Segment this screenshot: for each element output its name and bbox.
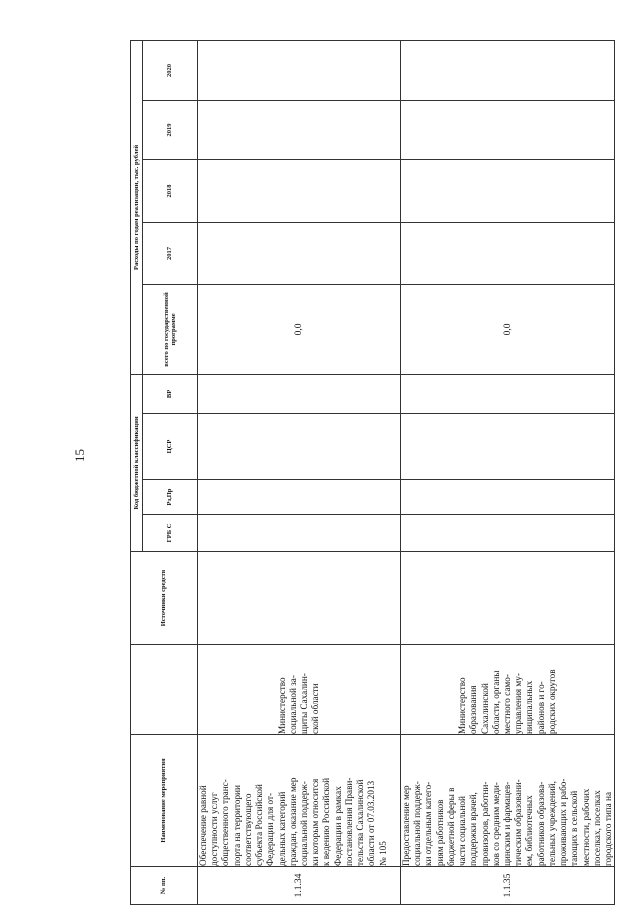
- budget-table: [130, 40, 615, 905]
- executor-line: местного само-: [501, 674, 512, 734]
- name-line: граждан, оказание мер: [287, 777, 298, 866]
- name-line: социальной поддерж-: [298, 781, 309, 866]
- name-line: общественного транс-: [220, 779, 231, 866]
- executor-line: ской области: [310, 683, 321, 734]
- row-2017: [198, 222, 401, 284]
- header-rzpr: Рз,Пр: [143, 480, 198, 515]
- row-2020: [401, 40, 615, 100]
- row-csr: [198, 414, 401, 480]
- name-line: области от 07.03.2013: [366, 780, 377, 866]
- row-executor: [198, 645, 401, 735]
- table-row: [198, 40, 401, 904]
- header-budget-code: Код бюджетной классификации: [131, 374, 143, 551]
- name-line: проживающих и рабо-: [558, 778, 569, 866]
- executor-line: щиты Сахалин-: [299, 673, 309, 734]
- row-vr: [401, 374, 615, 413]
- executor-line: родских округов: [546, 669, 557, 734]
- name-line: Федерации для от-: [265, 792, 276, 866]
- table-row: [401, 40, 615, 904]
- row-num: 1.1.35: [401, 867, 615, 905]
- name-line: тельства Сахалинской: [355, 779, 366, 866]
- name-line: бюджетной сферы в: [445, 787, 456, 866]
- name-line: к ведению Российской: [321, 777, 332, 866]
- executor-line: социальной за-: [287, 675, 298, 734]
- row-num: 1.1.34: [198, 867, 401, 905]
- name-line: тающих в сельской: [569, 790, 580, 866]
- name-line: риям работников: [434, 799, 445, 866]
- row-2018: [198, 159, 401, 222]
- name-line: тическим образовани-: [513, 779, 524, 866]
- header-grbs: ГРБ С: [143, 515, 198, 552]
- page-number: 15: [72, 449, 87, 462]
- name-line: соответствующего: [242, 793, 253, 866]
- rotated-table-sheet: [90, 41, 613, 907]
- name-line: порта на территории: [231, 785, 242, 866]
- name-line: Федерации в рамках: [332, 786, 343, 866]
- executor-line: ниципальных: [524, 680, 535, 734]
- executor-line: районов и го-: [535, 681, 546, 734]
- executor-line: образования: [468, 685, 479, 734]
- name-line: социальной поддерж-: [412, 781, 423, 866]
- row-rzpr: [198, 480, 401, 515]
- header-executor: [131, 645, 198, 735]
- name-line: ки отдельным катего-: [423, 781, 434, 866]
- executor-line: Министерство: [276, 677, 287, 734]
- name-line: дельных категорий: [276, 791, 287, 866]
- row-executor: [401, 645, 615, 735]
- row-2019: [401, 100, 615, 159]
- name-line: ки которым относится: [310, 778, 321, 866]
- row-2020: [198, 40, 401, 100]
- header-source: Источники средств: [131, 552, 198, 645]
- header-2020: 2020: [143, 40, 198, 100]
- name-line: ков со средним меди-: [490, 782, 501, 866]
- row-2017: [401, 222, 615, 284]
- header-csr: ЦСР: [143, 414, 198, 480]
- header-name: Наименование мероприятия: [131, 735, 198, 867]
- row-csr: [401, 414, 615, 480]
- row-name: [401, 735, 615, 867]
- header-num: № пп.: [131, 867, 198, 905]
- name-line: тельных учреждений,: [546, 781, 557, 866]
- header-2019: 2019: [143, 100, 198, 159]
- row-grbs: [401, 515, 615, 552]
- header-2017: 2017: [143, 222, 198, 284]
- name-line: работников образова-: [535, 781, 546, 866]
- name-line: постановления Прави-: [343, 777, 354, 866]
- name-line: субъекта Российской: [254, 784, 265, 866]
- executor-line: Министерство: [457, 677, 468, 734]
- name-line: части социальной: [457, 796, 468, 866]
- row-total: 0,0: [401, 284, 615, 374]
- name-line: ем, библиотечных: [524, 795, 535, 866]
- header-total: всего по государственной программе: [143, 284, 198, 374]
- name-line: цинским и фармацев-: [501, 781, 512, 866]
- name-line: доступности услуг: [209, 792, 220, 866]
- name-line: Предоставление мер: [401, 785, 411, 866]
- name-line: поселках, поселках: [591, 790, 602, 866]
- name-line: городского типа на: [602, 791, 613, 866]
- row-source: [198, 552, 401, 645]
- executor-line: управления му-: [513, 673, 524, 734]
- executor-line: Сахалинской: [479, 683, 490, 734]
- name-line: № 105: [377, 841, 388, 866]
- row-vr: [198, 374, 401, 413]
- header-2018: 2018: [143, 159, 198, 222]
- row-2019: [198, 100, 401, 159]
- row-rzpr: [401, 480, 615, 515]
- name-line: местности, рабочих: [580, 788, 591, 866]
- name-line: поддержки врачей,: [468, 792, 479, 866]
- executor-line: области, органы: [490, 670, 501, 734]
- row-source: [401, 552, 615, 645]
- row-total: 0,0: [198, 284, 401, 374]
- name-line: Обеспечение равной: [198, 785, 208, 866]
- header-expenses: Расходы по годам реализации, тыс. рублей: [131, 40, 143, 374]
- row-2018: [401, 159, 615, 222]
- row-grbs: [198, 515, 401, 552]
- header-vr: ВР: [143, 374, 198, 413]
- name-line: провизоров, работни-: [479, 781, 490, 866]
- row-name: [198, 735, 401, 867]
